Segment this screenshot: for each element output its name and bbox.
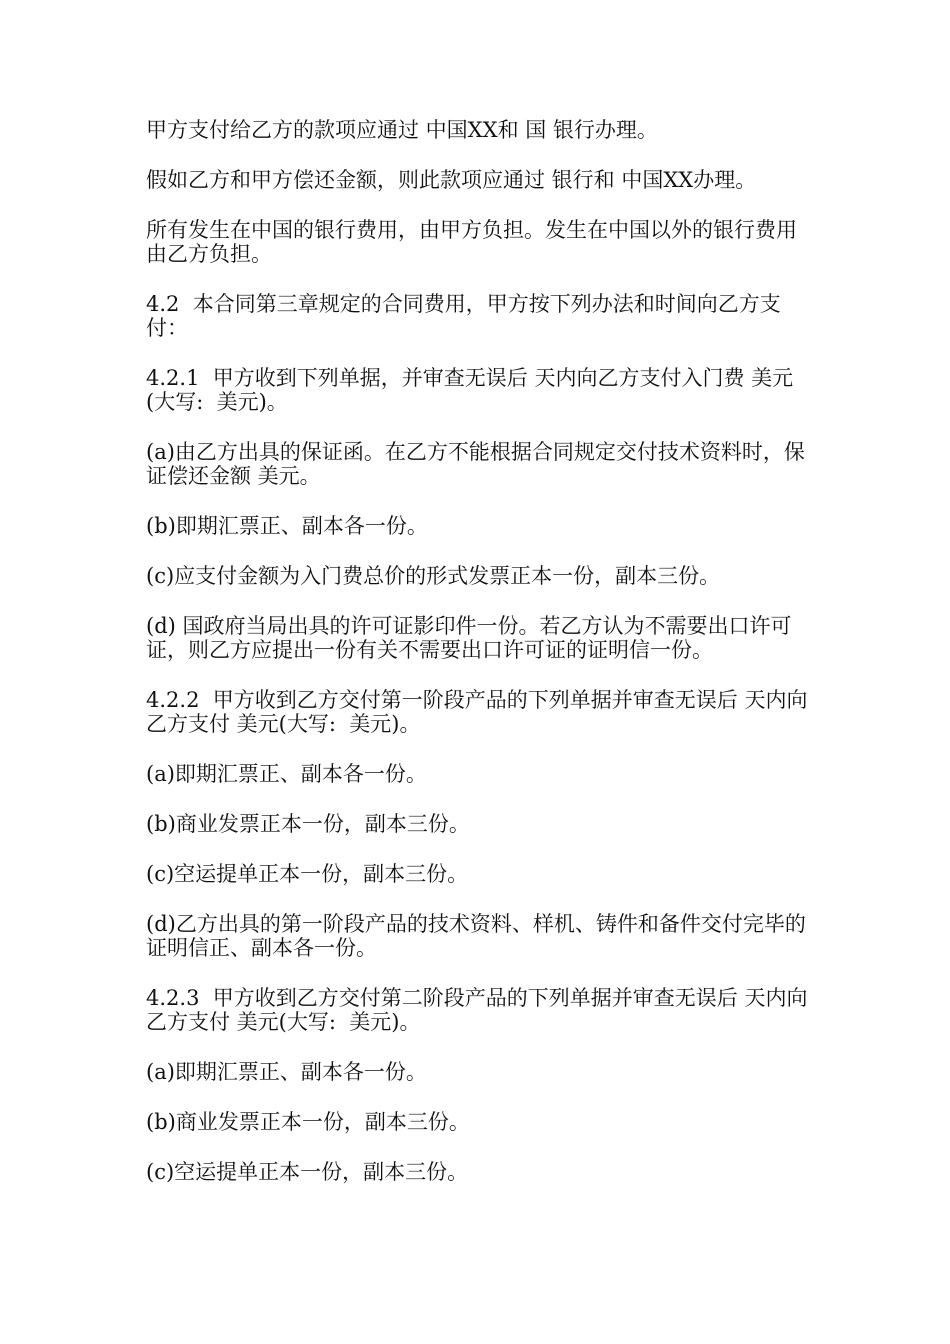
- paragraph-repayment-bank: 假如乙方和甲方偿还金额，则此款项应通过 银行和 中国XX办理。: [146, 168, 757, 192]
- paragraph-bank-fees: 所有发生在中国的银行费用，由甲方负担。发生在中国以外的银行费用由乙方负担。: [146, 218, 797, 266]
- list-item: (b)商业发票正本一份，副本三份。: [146, 812, 470, 836]
- clause-4-2-2: 4.2.2 甲方收到乙方交付第一阶段产品的下列单据并审查无误后 天内向乙方支付 美元(大写: 美元)。: [146, 688, 808, 736]
- list-item: (c)空运提单正本一份，副本三份。: [146, 862, 469, 886]
- list-item: (c)空运提单正本一份，副本三份。: [146, 1160, 469, 1184]
- list-item: (d)乙方出具的第一阶段产品的技术资料、样机、铸件和备件交付完毕的证明信正、副本各一份。: [146, 912, 806, 960]
- list-item: (d) 国政府当局出具的许可证影印件一份。若乙方认为不需要出口许可证，则乙方应提出一份有关不需要出口许可证的证明信一份。: [146, 614, 792, 662]
- paragraph-payment-bank: 甲方支付给乙方的款项应通过 中国XX和 国 银行办理。: [146, 118, 658, 142]
- clause-4-2-3: 4.2.3 甲方收到乙方交付第二阶段产品的下列单据并审查无误后 天内向乙方支付 美元(大写: 美元)。: [146, 986, 808, 1034]
- list-item: (b)商业发票正本一份，副本三份。: [146, 1110, 470, 1134]
- list-item: (b)即期汇票正、副本各一份。: [146, 514, 428, 538]
- document-body: [146, 118, 816, 1210]
- clause-4-2: 4.2 本合同第三章规定的合同费用，甲方按下列办法和时间向乙方支付：: [146, 292, 781, 340]
- list-item: (a)由乙方出具的保证函。在乙方不能根据合同规定交付技术资料时，保证偿还金额 美元。: [146, 440, 805, 488]
- list-item: (c)应支付金额为入门费总价的形式发票正本一份，副本三份。: [146, 564, 721, 588]
- list-item: (a)即期汇票正、副本各一份。: [146, 762, 427, 786]
- list-item: (a)即期汇票正、副本各一份。: [146, 1060, 427, 1084]
- clause-4-2-1: 4.2.1 甲方收到下列单据，并审查无误后 天内向乙方支付入门费 美元(大写: 美元)。: [146, 366, 794, 414]
